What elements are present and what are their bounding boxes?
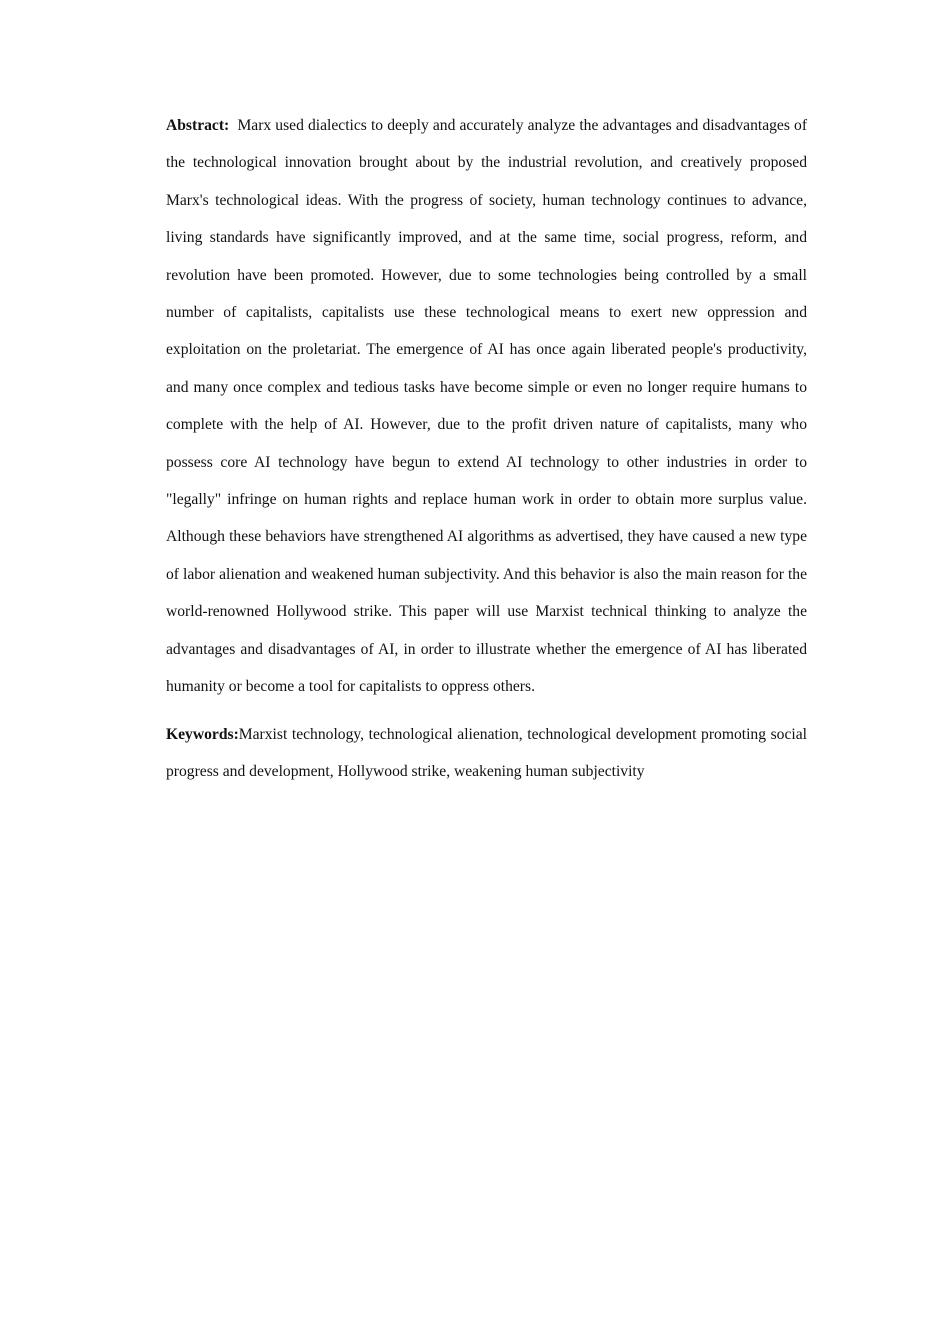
abstract-label: Abstract: bbox=[166, 117, 230, 134]
abstract-paragraph bbox=[166, 107, 807, 706]
abstract-section bbox=[166, 107, 807, 790]
keywords-text: Marxist technology, technological alienation, technological development promoting social progress and development, Hollywood strike, weakening human subjectivity bbox=[166, 725, 807, 780]
keywords-paragraph bbox=[166, 716, 807, 791]
abstract-text: Marx used dialectics to deeply and accurately analyze the advantages and disadvantages of the technological innovation brought about by the industrial revolution, and creatively proposed Marx's technological ideas. With the progress of society, human technology continues to advance, living standards have significantly improved, and at the same time, social progress, reform, and revolution have been promoted. However, due to some technologies being controlled by a small number of capitalists, capitalists use these technological means to exert new oppression and exploitation on the proletariat. The emergence of AI has once again liberated people's productivity, and many once complex and tedious tasks have become simple or even no longer require humans to complete with the help of AI. However, due to the profit driven nature of capitalists, many who possess core AI technology have begun to extend AI technology to other industries in order to "legally" infringe on human rights and replace human work in order to obtain more surplus value. Although these behaviors have strengthened AI algorithms as advertised, they have caused a new type of labor alienation and weakened human subjectivity. And this behavior is also the main reason for the world-renowned Hollywood strike. This paper will use Marxist technical thinking to analyze the advantages and disadvantages of AI, in order to illustrate whether the emergence of AI has liberated humanity or become a tool for capitalists to oppress others. bbox=[166, 117, 808, 696]
keywords-label: Keywords: bbox=[166, 725, 239, 743]
